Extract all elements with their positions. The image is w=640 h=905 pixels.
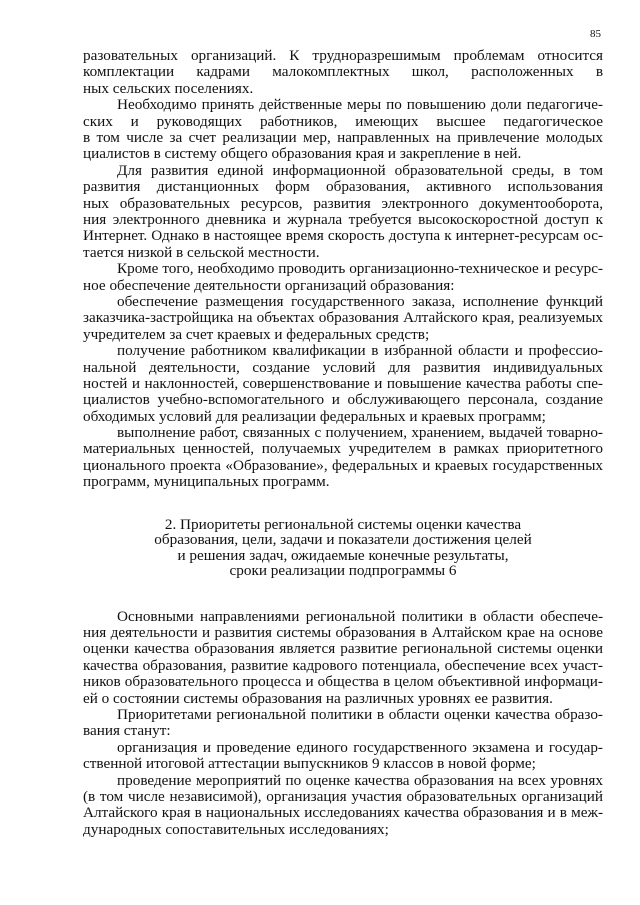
text-line: обходимых условий для реализации федеральных и краевых программ; [83,407,546,425]
text-line: учредителем за счет краевых и федеральных средств; [83,325,430,343]
text-line: комплектации кадрами малокомплектных школ, расположенных в [83,64,603,81]
paragraph [83,707,603,740]
text-line: проведение мероприятий по оценке качества образования на всех уровнях [117,772,603,789]
text-line: тается низкой в сельской местности. [83,243,320,261]
text-line: в том числе за счет реализации мер, направленных на привлечение молодых [83,129,603,146]
text-line: качества образования, развитие кадрового потенциала, обеспечение всех участ- [83,657,603,674]
heading-line: и решения задач, ожидаемые конечные результаты, [177,546,509,564]
document-body [83,48,603,838]
section-heading [83,517,603,579]
heading-line: сроки реализации подпрограммы 6 [229,562,457,580]
text-line: программ, муниципальных программ. [83,473,330,491]
text-line: ционального проекта «Образование», федеральных и краевых государственных [83,457,603,474]
paragraph [83,163,603,261]
text-line: Для развития единой информационной образовательной среды, в том [117,162,603,179]
text-line: Приоритетами региональной политики в области оценки качества образо- [117,707,603,724]
text-line: развития дистанционных форм образования, активного использования [83,179,603,196]
paragraph [83,48,603,97]
heading-line: образования, цели, задачи и показатели достижения целей [154,531,532,549]
text-line: Необходимо принять действенные меры по повышению доли педагогиче- [117,97,603,114]
text-line: заказчика-застройщика на объектах образования Алтайского края, реализуемых [83,310,603,327]
paragraph [83,609,603,707]
text-line: ное обеспечение деятельности организаций образования: [83,276,455,294]
text-line: дународных сопоставительных исследованиях; [83,820,389,838]
paragraph [83,425,603,491]
page-number: 85 [590,28,601,40]
text-line: организация и проведение единого государственного экзамена и государ- [117,739,603,756]
text-line: вания станут: [83,722,171,740]
text-line: Основными направлениями региональной политики в области обеспече- [117,608,603,625]
paragraph [83,294,603,343]
text-line: выполнение работ, связанных с получением, хранением, выдачей товарно- [117,425,603,442]
paragraph [83,343,603,425]
text-line: нальной деятельности, создание условий для развития индивидуальных [83,359,603,376]
heading-line: 2. Приоритеты региональной системы оценки качества [164,515,522,533]
text-line: ей о состоянии системы образования на различных уровнях ее развития. [83,689,553,707]
text-line: обеспечение размещения государственного заказа, исполнение функций [117,293,603,310]
text-line: оценки качества образования является развитие региональной системы оценки [83,641,603,658]
text-line: ственной итоговой аттестации выпускников 9 классов в новой форме; [83,755,536,773]
paragraph [83,97,603,163]
text-line: материальных ценностей, получаемых учредителем в рамках приоритетного [83,441,603,458]
text-line: ников образовательного процесса и общества в целом объективной информаци- [83,674,603,691]
paragraph [83,261,603,294]
text-line: Интернет. Однако в настоящее время скорость доступа к интернет-ресурсам ос- [83,228,603,245]
paragraph [83,740,603,773]
text-line: ных образовательных ресурсов, развития электронного документооборота, [83,195,603,212]
text-line: ния деятельности и развития системы образования в Алтайском крае на основе [83,625,603,642]
text-line: Кроме того, необходимо проводить организационно-техническое и ресурс- [117,261,603,278]
text-line: ностей и наклонностей, совершенствование и повышение качества работы спе- [83,375,603,392]
text-line: Алтайского края в национальных исследованиях качества образования и в меж- [83,805,603,822]
text-line: ных сельских поселениях. [83,79,254,97]
text-line: ния электронного дневника и журнала требуется высокоскоростной доступ к [83,211,603,228]
paragraph [83,773,603,839]
text-line: разовательных организаций. К трудноразрешимым проблемам относится [83,48,603,64]
text-line: получение работником квалификации в избранной области и профессио- [117,343,603,360]
text-line: (в том числе независимой), организация участия образовательных организаций [83,789,603,805]
text-line: циалистов учебно-вспомогательного и обслуживающего персонала, создание [83,392,603,409]
text-line: ских и руководящих работников, имеющих высшее педагогическое [83,113,603,130]
text-line: циалистов в систему общего образования края и закрепление в ней. [83,145,522,163]
